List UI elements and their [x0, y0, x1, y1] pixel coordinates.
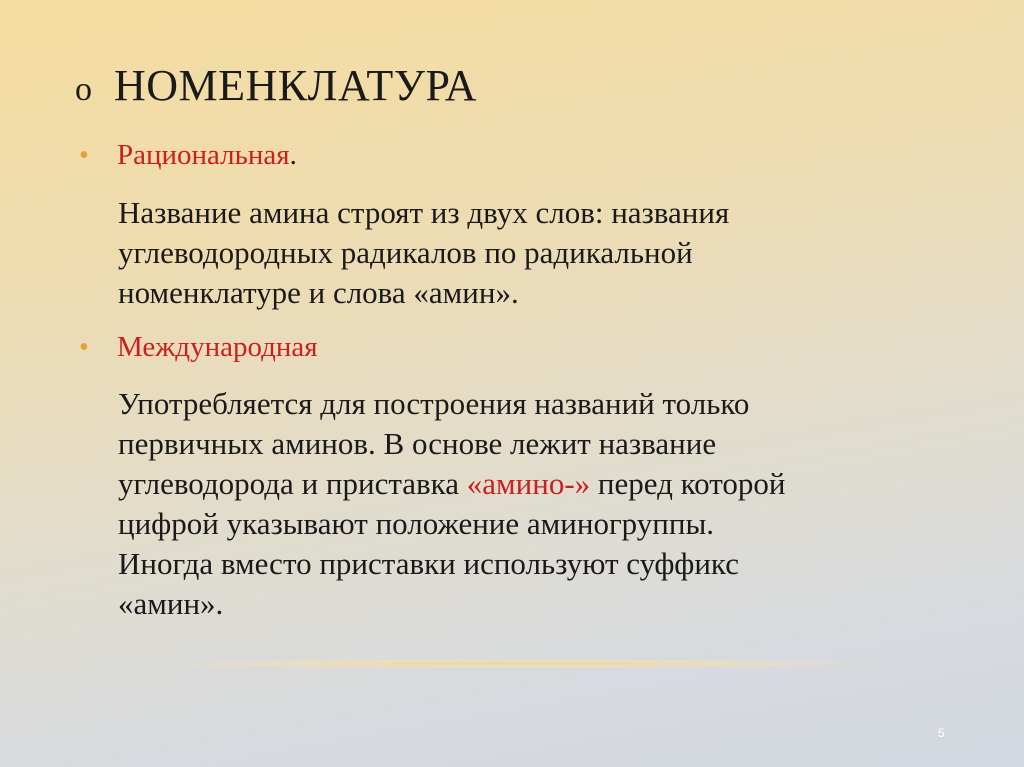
paragraph-line: Иногда вместо приставки используют суффикс	[118, 546, 739, 581]
bullet-dot-icon: •	[79, 332, 89, 363]
bullet-label-international: Международная	[117, 331, 318, 363]
bullet-label-rational	[117, 141, 297, 170]
paragraph-line: углеводородных радикалов по радикальной	[118, 235, 693, 270]
bullet-international	[79, 333, 318, 362]
paragraph-line: цифрой указывают положение аминогруппы.	[118, 506, 715, 541]
paragraph-line-with-highlight	[118, 464, 958, 504]
paragraph-line: Употребляется для построения названий только	[118, 386, 750, 421]
paragraph-line: «амин».	[118, 586, 224, 621]
paragraph-international	[118, 384, 958, 624]
paragraph-rational	[118, 193, 958, 313]
page-number: 5	[938, 726, 945, 740]
bullet-dot-icon: •	[79, 140, 89, 171]
paragraph-line: номенклатуре и слова «амин».	[118, 275, 519, 310]
paragraph-line: Название амина строят из двух слов: названия	[118, 195, 730, 230]
slide-title-row	[75, 61, 478, 110]
slide-title: НОМЕНКЛАТУРА	[114, 61, 478, 110]
bullet-rational	[79, 141, 297, 170]
line-text-before: углеводорода и приставка	[118, 466, 467, 501]
paragraph-line: первичных аминов. В основе лежит название	[118, 426, 717, 461]
rational-label-suffix: .	[289, 139, 297, 171]
rational-label-text: Рациональная	[117, 139, 290, 171]
line-text-after: перед которой	[590, 466, 786, 501]
amino-prefix-highlight: «амино-»	[466, 466, 591, 501]
decorative-divider	[150, 659, 880, 668]
title-bullet-circle: o	[75, 71, 92, 108]
